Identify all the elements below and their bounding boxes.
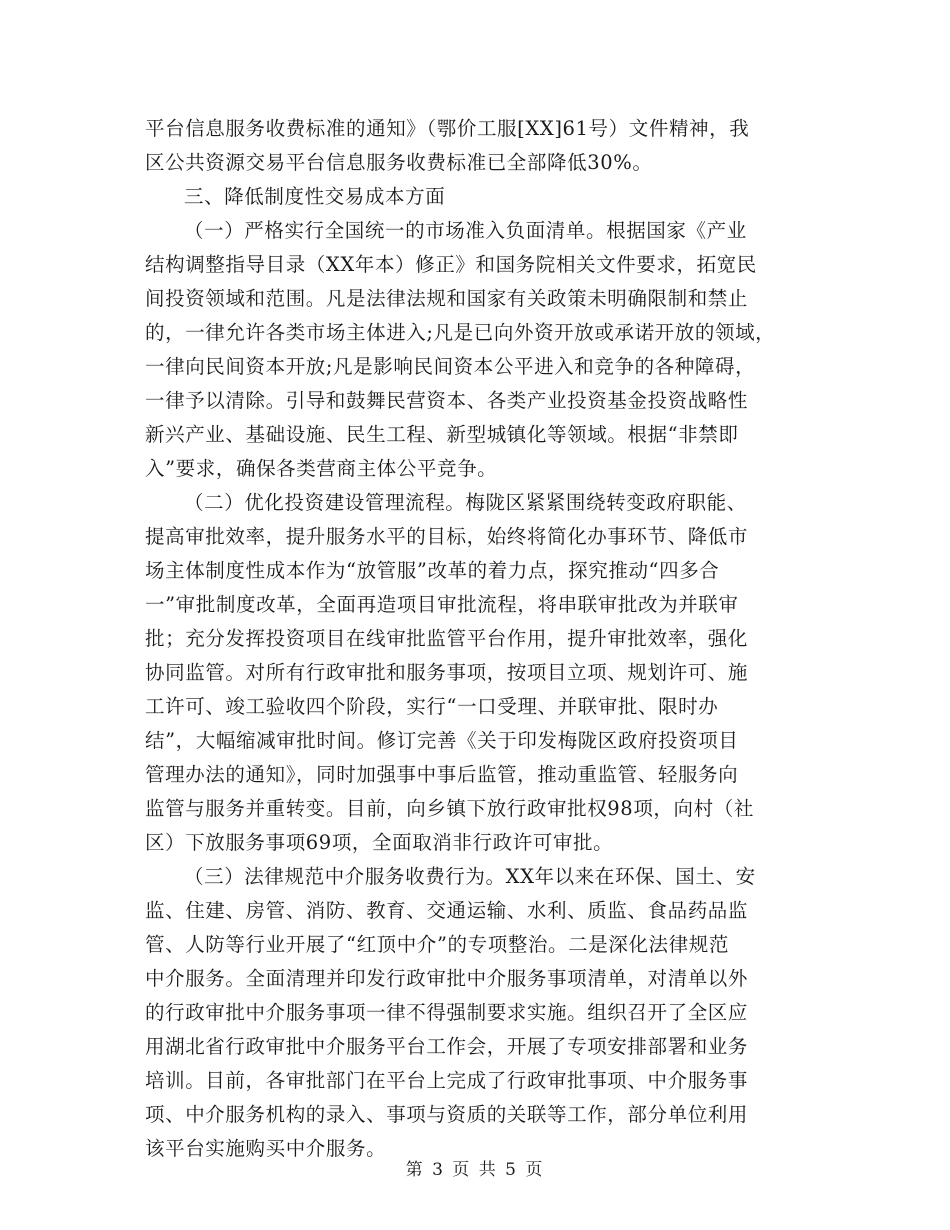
text-line: 结构调整指导目录（XX年本）修正》和国务院相关文件要求，拓宽民 — [145, 253, 757, 276]
section-heading: 三、降低制度性交易成本方面 — [184, 185, 446, 208]
paragraph-start: （一）严格实行全国统一的市场准入负面清单。根据国家《产业 — [184, 219, 747, 242]
text-line: 协同监管。对所有行政审批和服务事项，按项目立项、规划许可、施 — [145, 661, 749, 684]
text-line: 管理办法的通知》，同时加强事中事后监管，推动重监管、轻服务向 — [145, 763, 739, 786]
text-line: 入”要求，确保各类营商主体公平竞争。 — [145, 457, 498, 480]
text-line: 区）下放服务事项69项，全面取消非行政许可审批。 — [145, 831, 614, 854]
text-line: 的行政审批中介服务事项一律不得强制要求实施。组织召开了全区应 — [145, 1001, 749, 1024]
text-line: 新兴产业、基础设施、民生工程、新型城镇化等领域。根据“非禁即 — [145, 423, 739, 446]
text-line: 中介服务。全面清理并印发行政审批中介服务事项清单，对清单以外 — [145, 967, 749, 990]
text-line: 管、人防等行业开展了“红顶中介”的专项整治。二是深化法律规范 — [145, 933, 729, 956]
text-line: 该平台实施购买中介服务。 — [145, 1137, 387, 1160]
text-line: 的，一律允许各类市场主体进入;凡是已向外资开放或承诺开放的领域， — [145, 321, 776, 344]
text-line: 平台信息服务收费标准的通知》（鄂价工服[XX]61号）文件精神，我 — [145, 117, 750, 140]
text-line: 一”审批制度改革，全面再造项目审批流程，将串联审批改为并联审 — [145, 593, 739, 616]
text-line: 培训。目前，各审批部门在平台上完成了行政审批事项、中介服务事 — [145, 1069, 749, 1092]
text-line: 一律予以清除。引导和鼓舞民营资本、各类产业投资基金投资战略性 — [145, 389, 749, 412]
text-line: 一律向民间资本开放;凡是影响民间资本公平进入和竞争的各种障碍， — [145, 355, 756, 378]
text-line: 项、中介服务机构的录入、事项与资质的关联等工作，部分单位利用 — [145, 1103, 749, 1126]
page-number-footer: 第 3 页 共 5 页 — [405, 1160, 545, 1180]
text-line: 区公共资源交易平台信息服务收费标准已全部降低30%。 — [145, 151, 653, 174]
paragraph-start: （二）优化投资建设管理流程。梅陇区紧紧围绕转变政府职能、 — [184, 491, 747, 514]
text-line: 批；充分发挥投资项目在线审批监管平台作用，提升审批效率，强化 — [145, 627, 749, 650]
text-line: 监管与服务并重转变。目前，向乡镇下放行政审批权98项，向村（社 — [145, 797, 754, 820]
text-line: 监、住建、房管、消防、教育、交通运输、水利、质监、食品药品监 — [145, 899, 749, 922]
text-line: 结”，大幅缩减审批时间。修订完善《关于印发梅陇区政府投资项目 — [145, 729, 739, 752]
text-line: 间投资领域和范围。凡是法律法规和国家有关政策未明确限制和禁止 — [145, 287, 749, 310]
text-line: 用湖北省行政审批中介服务平台工作会，开展了专项安排部署和业务 — [145, 1035, 749, 1058]
paragraph-start: （三）法律规范中介服务收费行为。XX年以来在环保、国土、安 — [184, 865, 756, 888]
text-line: 场主体制度性成本作为“放管服”改革的着力点，探究推动“四多合 — [145, 559, 720, 582]
text-line: 工许可、竣工验收四个阶段，实行“一口受理、并联审批、限时办 — [145, 695, 719, 718]
text-line: 提高审批效率，提升服务水平的目标，始终将简化办事环节、降低市 — [145, 525, 749, 548]
